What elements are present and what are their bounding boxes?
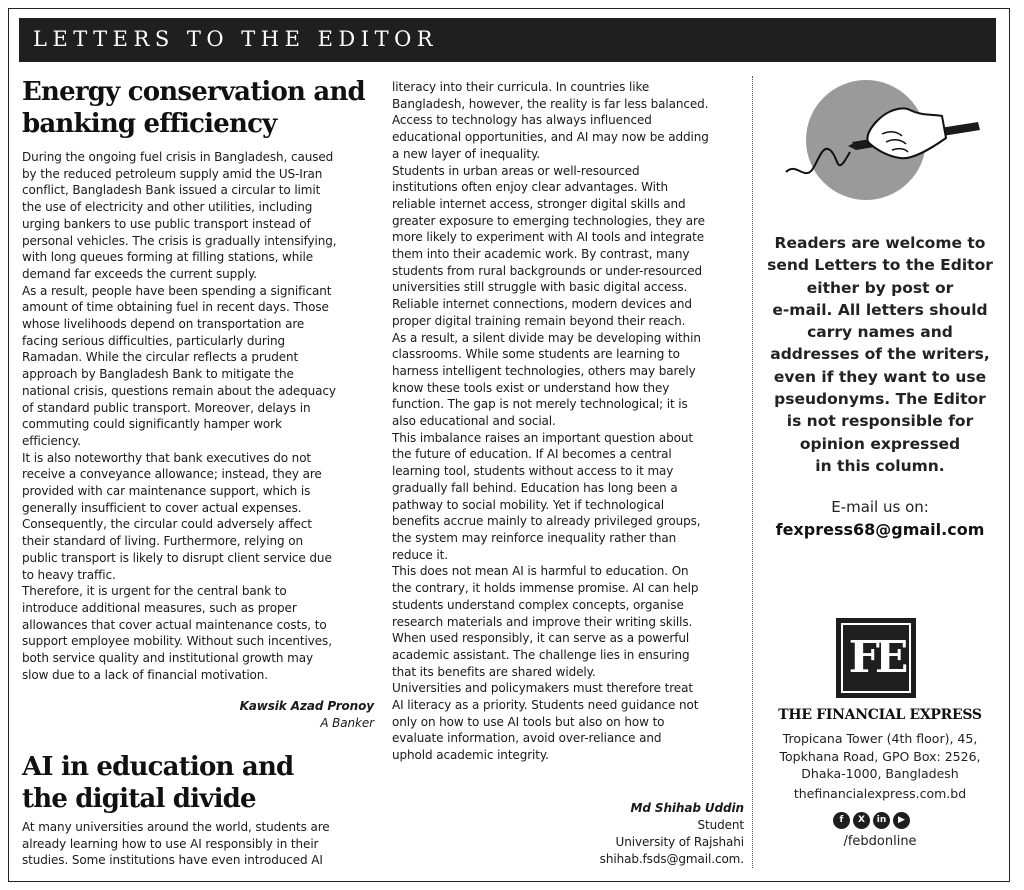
letter2-body-line: benefits accrue mainly to already privileged groups, (392, 514, 701, 529)
letter2-signature (392, 800, 744, 870)
letter1-body (22, 149, 374, 684)
notice-line: either by post or (806, 278, 954, 297)
letter1-author-title: A Banker (320, 716, 374, 730)
letter2-body-line: a new layer of inequality. (392, 146, 540, 161)
letter2-body-line: AI literacy as a priority. Students need guidance not (392, 698, 699, 713)
letter1-body-line: generally insufficient to cover actual expenses. (22, 500, 302, 515)
letter2-body-line: uphold academic integrity. (392, 748, 549, 763)
letter1-body-line: provided with car maintenance support, which is (22, 484, 311, 499)
letter2-body-line: educational opportunities, and AI may now be adding (392, 130, 709, 145)
letter2-body-line: academic assistant. The challenge lies in ensuring (392, 647, 690, 662)
letter1-body-line: approach by Bangladesh Bank to mitigate the (22, 367, 294, 382)
letter1-body-line: Ramadan. While the circular reflects a prudent (22, 350, 299, 365)
letter1-author: Kawsik Azad Pronoy (239, 699, 374, 713)
letter2-body-line: also educational and social. (392, 414, 556, 429)
letter2-body-line: institutions often enjoy clear advantages. With (392, 180, 668, 195)
letter2-body-line: When used responsibly, it can serve as a powerful (392, 631, 690, 646)
letter1-body-line: both service quality and institutional growth may (22, 651, 313, 666)
letter1-body-line: whose livelihoods depend on transportation are (22, 317, 305, 332)
letter1-body-line: national crisis, questions remain about the adequacy (22, 383, 336, 398)
letter2-body-line: them into their academic work. By contrast, many (392, 247, 690, 262)
letter2-body-line: students from rural backgrounds or under-resourced (392, 263, 703, 278)
letter2-body-line: the system may reinforce inequality rather than (392, 530, 677, 545)
letter1-body-line: urging bankers to use public transport instead of (22, 216, 311, 231)
letter2-body-line: learning tool, students without access to it may (392, 464, 674, 479)
letter1-body-line: slow due to a lack of financial motivation. (22, 667, 269, 682)
letter1-body-line: Consequently, the circular could adversely affect (22, 517, 312, 532)
notice-line: pseudonyms. The Editor (774, 390, 986, 409)
letter1-body-line: to heavy traffic. (22, 567, 116, 582)
website-link[interactable]: thefinancialexpress.com.bd (793, 786, 967, 801)
letter2-body-line: the future of education. If AI becomes a central (392, 447, 672, 462)
letter2-body-line: research materials and improve their writing skills. (392, 614, 693, 629)
letter2-body-line: reliable internet access, stronger digital skills and (392, 196, 686, 211)
letter1-body-line: allowances that cover actual maintenance costs, to (22, 617, 327, 632)
letter2-body-line: that its benefits are shared widely. (392, 664, 596, 679)
letter2-body-line: Students in urban areas or well-resourced (392, 163, 640, 178)
letter1-headline-line2: banking efficiency (22, 109, 277, 139)
letter1-body-line: public transport is likely to disrupt client service due (22, 550, 332, 565)
letter1-body-line: demand far exceeds the current supply. (22, 266, 257, 281)
letter2-body-line: Access to technology has always influenced (392, 113, 652, 128)
letter1-body-line: by the reduced petroleum supply amid the US-Iran (22, 166, 323, 181)
address-line-2: Topkhana Road, GPO Box: 2526, (779, 748, 981, 764)
letter1-headline (22, 76, 365, 140)
section-title: LETTERS TO THE EDITOR (33, 27, 439, 51)
letter2-body-line: universities still struggle with basic digital access. (392, 280, 688, 295)
notice-line: send Letters to the Editor (767, 256, 993, 275)
fe-logo-text: FE (841, 623, 911, 693)
address-line-3: Dhaka-1000, Bangladesh (801, 766, 959, 781)
youtube-icon[interactable]: ▶ (893, 812, 910, 829)
notice-line: is not responsible for (786, 412, 974, 431)
letter2-body-line: function. The gap is not merely technological; it is (392, 397, 688, 412)
letter2-body-line: evaluate information, avoid over-reliance and (392, 731, 662, 746)
hand-writing-pen-icon (782, 76, 982, 206)
letter2-body-line: pathway to social mobility. Yet if technological (392, 497, 664, 512)
letter1-body-line: with long queues forming at filling stations, while (22, 250, 314, 265)
notice-line: even if they want to use (773, 367, 987, 386)
letter2-body-line: greater exposure to emerging technologies, they are (392, 213, 705, 228)
notice-line: e-mail. All letters should (772, 300, 988, 319)
letter1-body-line: support employee mobility. Without such incentives, (22, 634, 332, 649)
letter1-signature (22, 698, 374, 734)
letter2-body-line: Bangladesh, however, the reality is far less balanced. (392, 96, 709, 111)
letter2-body-line: only on how to use AI tools but also on how to (392, 714, 665, 729)
letter1-body-line: personal vehicles. The crisis is gradually intensifying, (22, 233, 337, 248)
letter2-author-email: shihab.fsds@gmail.com. (599, 852, 744, 866)
letter1-body-line: facing serious difficulties, particularly during (22, 333, 285, 348)
letter1-body-line: of standard public transport. Moreover, delays in (22, 400, 311, 415)
letter1-headline-line1: Energy conservation and (22, 77, 365, 107)
address-line-1: Tropicana Tower (4th floor), 45, (782, 731, 978, 746)
letter2-body-line: know these tools exist or understand how they (392, 380, 670, 395)
fe-logo (836, 618, 916, 698)
letter2-headline-line1: AI in education and (22, 752, 294, 782)
letter2-author-title: Student (697, 818, 744, 832)
letter2-body-line: already learning how to use AI responsibly in their (22, 836, 319, 851)
letter2-headline (22, 751, 293, 815)
letter2-body-line: more likely to experiment with AI tools and integrate (392, 230, 705, 245)
x-icon[interactable]: X (853, 812, 870, 829)
letter1-body-line: Therefore, it is urgent for the central bank to (22, 584, 287, 599)
letter2-body-column2 (392, 79, 748, 764)
column-divider (752, 76, 753, 868)
letter2-author: Md Shihab Uddin (630, 801, 744, 815)
letter2-body-line: This does not mean AI is harmful to education. On (392, 564, 689, 579)
letter2-body-line: students understand complex concepts, organise (392, 597, 684, 612)
letter1-body-line: commuting could significantly hamper work (22, 417, 282, 432)
letter1-body-line: receive a conveyance allowance; instead, they are (22, 467, 322, 482)
letter1-body-line: As a result, people have been spending a significant (22, 283, 332, 298)
linkedin-icon[interactable]: in (873, 812, 890, 829)
notice-line: opinion expressed (799, 434, 961, 453)
facebook-icon[interactable]: f (833, 812, 850, 829)
letter1-body-line: During the ongoing fuel crisis in Bangladesh, caused (22, 150, 334, 164)
social-handle[interactable]: /febdonline (843, 834, 917, 849)
letter2-body-line: As a result, a silent divide may be developing within (392, 330, 701, 345)
email-label: E-mail us on: (831, 498, 929, 516)
letter2-body-line: Reliable internet connections, modern devices and (392, 297, 692, 312)
social-links (833, 812, 910, 830)
letter2-body-line: This imbalance raises an important question about (392, 430, 693, 445)
letter1-body-line: efficiency. (22, 433, 81, 448)
letter2-headline-line2: the digital divide (22, 784, 256, 814)
letter2-body-line: classrooms. While some students are learning to (392, 347, 680, 362)
letter2-body-line: gradually fall behind. Education has long been a (392, 480, 678, 495)
letter2-body-line: Universities and policymakers must therefore treat (392, 681, 693, 696)
notice-line: in this column. (815, 456, 945, 475)
letter1-body-line: conflict, Bangladesh Bank issued a circular to limit (22, 183, 321, 198)
letter2-author-affiliation: University of Rajshahi (615, 835, 744, 849)
letter2-body-column1 (22, 819, 374, 869)
letter1-body-line: the use of electricity and other utilities, including (22, 200, 313, 215)
editor-email-link[interactable]: fexpress68@gmail.com (775, 520, 985, 539)
letter1-body-line: It is also noteworthy that bank executives do not (22, 450, 312, 465)
letter1-body-line: amount of time obtaining fuel in recent days. Those (22, 300, 329, 315)
letter2-body-line: At many universities around the world, students are (22, 820, 330, 834)
publication-address (764, 730, 996, 783)
notice-line: addresses of the writers, (770, 345, 990, 364)
submission-notice (764, 232, 996, 477)
letter2-body-line: the contrary, it holds immense promise. AI can help (392, 581, 699, 596)
letter2-body-line: literacy into their curricula. In countries like (392, 80, 650, 94)
letter2-body-line: studies. Some institutions have even introduced AI (22, 853, 323, 868)
letter2-body-line: proper digital training remain beyond their reach. (392, 313, 686, 328)
letter2-body-line: reduce it. (392, 547, 448, 562)
letter2-body-line: harness intelligent technologies, others may barely (392, 363, 696, 378)
publication-name: THE FINANCIAL EXPRESS (778, 707, 982, 723)
letter1-body-line: introduce additional measures, such as proper (22, 600, 297, 615)
section-header (19, 18, 996, 62)
letter1-body-line: their standard of living. Furthermore, relying on (22, 534, 303, 549)
notice-line: carry names and (807, 323, 953, 342)
notice-line: Readers are welcome to (774, 234, 986, 252)
